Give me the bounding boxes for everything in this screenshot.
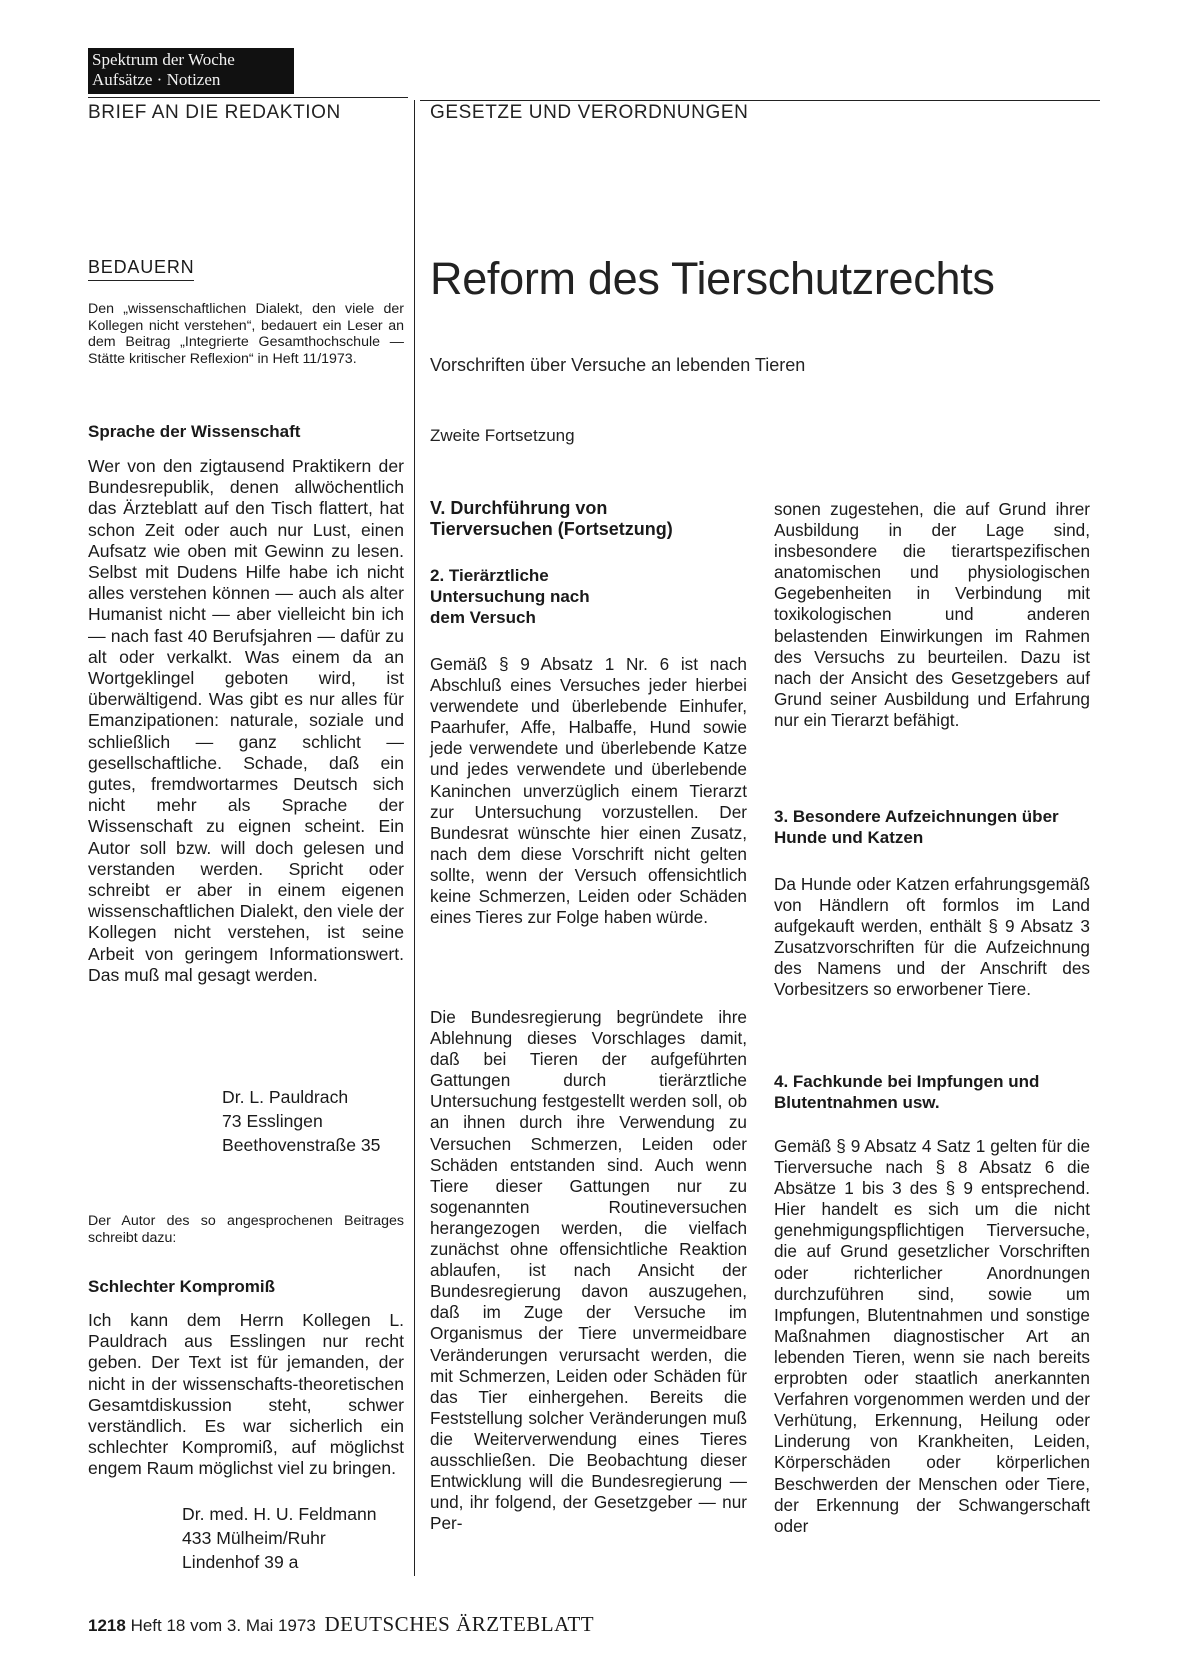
subsection-4-heading: 4. Fachkunde bei Impfungen und Blutentnahmen usw.	[774, 1072, 1040, 1112]
page-number: 1218	[88, 1616, 126, 1635]
col2-paragraph-2: Da Hunde oder Katzen erfahrungsgemäß von Händlern oft formlos im Land aufgekauft werden, enthält § 9 Absatz 3 Zusatzvorschriften für die Aufzeichnung des Namens und der Anschrift des Vorbesitzers so erworbener Tiere.	[774, 874, 1090, 1000]
issue-info: Heft 18 vom 3. Mai 1973	[130, 1616, 316, 1635]
col2-paragraph-3: Gemäß § 9 Absatz 4 Satz 1 gelten für die Tierversuche nach § 8 Absatz 6 die Absätze 1 bis 3 des § 9 entsprechend. Hier handelt es sich um die nicht genehmigungspflichtigen Tierversuche, die auf Grund gesetzlicher Vorschriften oder richterlicher Anordnungen durchzuführen sind, sowie um Impfungen, Blutentnahmen und sonstige Maßnahmen diagnostischer Art an lebenden Tieren, wenn sie nach bereits erprobten oder staatlich anerkannten Verfahren vorgenommen werden und der Verhütung, Erkennung, Heilung oder Linderung von Krankheiten, Leiden, Körperschäden oder körperlichen Beschwerden der Menschen oder Tiere, der Erkennung der Schwangerschaft oder	[774, 1136, 1090, 1536]
letter2-body: Ich kann dem Herrn Kollegen L. Pauldrach aus Esslingen nur recht geben. Der Text ist für jemanden, der nicht in der wissenschafts-theoretischen Gesamtdiskussion steht, schwer verständlich. Es war sicherlich ein schlechter Kompromiß, auf möglichst engem Raum möglichst viel zu bringen.	[88, 1310, 404, 1479]
section-label-right: GESETZE UND VERORDNUNGEN	[430, 102, 749, 123]
letter1-body: Wer von den zigtausend Praktikern der Bundesrepublik, denen allwöchentlich das Ärzteblatt auf den Tisch flattert, hat schon Zeit oder auch nur Lust, einen Aufsatz wie oben mit Gewinn zu lesen. Selbst mit Dudens Hilfe habe ich nicht alles verstehen können — auch als alter Humanist nicht — aber vielleicht bin ich — nach fast 40 Berufsjahren — dafür zu alt oder verkalkt. Was einem da an Wortgeklingel geboten wird, ist überwältigend. Was gibt es nur alles für Emanzipationen: naturale, soziale und schließlich — ganz schlicht — gesellschaftliche. Schade, daß ein gutes, fremdwortarmes Deutsch sich nicht mehr als Sprache der Wissenschaft zu eignen scheint. Ein Autor soll bzw. will doch gelesen und verstanden werden. Spricht oder schreibt er aber in einem eigenen wissenschaftlichen Dialekt, den viele der Kollegen nicht verstehen, ist seine Arbeit von geringem Informationswert. Das muß mal gesagt werden.	[88, 456, 404, 985]
section-badge	[88, 48, 294, 94]
subsection-3-heading: 3. Besondere Aufzeichnungen über Hunde und Katzen	[774, 807, 1059, 847]
badge-line-1: Spektrum der Woche	[92, 50, 235, 69]
reply-intro: Der Autor des so angesprochenen Beitrages schreibt dazu:	[88, 1213, 404, 1246]
column-divider	[414, 100, 415, 1576]
top-rule-left	[88, 97, 408, 98]
letter-intro: Den „wissenschaftlichen Dialekt, den viele der Kollegen nicht verstehen“, bedauert ein Leser an dem Beitrag „Integrierte Gesamthochschule — Stätte kritischer Reflexion“ in Heft 11/1973.	[88, 301, 404, 367]
kicker-bedauern	[88, 257, 194, 278]
kicker-text: BEDAUERN	[88, 257, 194, 281]
subsection-2-heading: 2. Tierärztliche Untersuchung nach dem Versuch	[430, 566, 590, 627]
letter2-signature: Dr. med. H. U. Feldmann 433 Mülheim/Ruhr Lindenhof 39 a	[182, 1504, 377, 1572]
col2-paragraph-1: sonen zugestehen, die auf Grund ihrer Ausbildung in der Lage sind, insbesondere die tierartspezifischen anatomischen und physiologischen Gegebenheiten in Verbindung mit toxikologischen und anderen belastenden Einwirkungen im Rahmen des Versuchs zu beurteilen. Dazu ist nach der Ansicht des Gesetzgebers auf Grund seiner Ausbildung und Erfahrung nur ein Tierarzt befähigt.	[774, 499, 1090, 730]
letter2-heading: Schlechter Kompromiß	[88, 1277, 276, 1296]
article-subtitle: Vorschriften über Versuche an lebenden Tieren	[430, 355, 806, 375]
letter1-signature: Dr. L. Pauldrach 73 Esslingen Beethovenstraße 35	[222, 1087, 381, 1155]
section-v-heading: V. Durchführung von Tierversuchen (Fortsetzung)	[430, 498, 673, 539]
letter1-heading: Sprache der Wissenschaft	[88, 422, 301, 441]
col1-paragraph-1: Gemäß § 9 Absatz 1 Nr. 6 ist nach Abschluß eines Versuches jeder hierbei verwendete und überlebende Einhufer, Paarhufer, Affe, Halbaffe, Hund sowie jede verwendete und überlebende Katze und jedes verwendete und überlebende Kaninchen unverzüglich einem Tierarzt zur Untersuchung vorzustellen. Der Bundesrat wünschte hier einen Zusatz, nach dem diese Vorschrift nicht gelten sollte, wenn der Versuch offensichtlich keine Schmerzen, Leiden oder Schäden eines Tieres zur Folge haben würde.	[430, 654, 747, 928]
article-title: Reform des Tierschutzrechts	[430, 253, 995, 304]
section-label-left: BRIEF AN DIE REDAKTION	[88, 102, 341, 123]
page-footer	[88, 1612, 594, 1637]
continuation-label: Zweite Fortsetzung	[430, 426, 575, 445]
badge-line-2: Aufsätze · Notizen	[92, 70, 221, 89]
magazine-name: DEUTSCHES ÄRZTEBLATT	[324, 1612, 595, 1636]
col1-paragraph-2: Die Bundesregierung begründete ihre Ablehnung dieses Vorschlages damit, daß bei Tieren der aufgeführten Gattungen durch tierärztliche Untersuchung festgestellt werden soll, ob an ihnen durch ihre Verwendung zu Versuchen Schmerzen, Leiden oder Schäden entstanden sind. Auch wenn Tiere dieser Gattungen nur zu sogenannten Routineversuchen herangezogen werden, die vielfach zunächst ohne offensichtliche Reaktion ablaufen, ist nach Ansicht der Bundesregierung davon auszugehen, daß im Zuge der Versuche im Organismus der Tiere unvermeidbare Veränderungen verursacht werden, die mit Schmerzen, Leiden oder Schäden für das Tier einhergehen. Bereits die Feststellung solcher Veränderungen muß die Weiterverwendung eines Tieres ausschließen. Die Beobachtung dieser Entwicklung will die Bundesregierung — und, ihr folgend, der Gesetzgeber — nur Per-	[430, 1007, 747, 1534]
